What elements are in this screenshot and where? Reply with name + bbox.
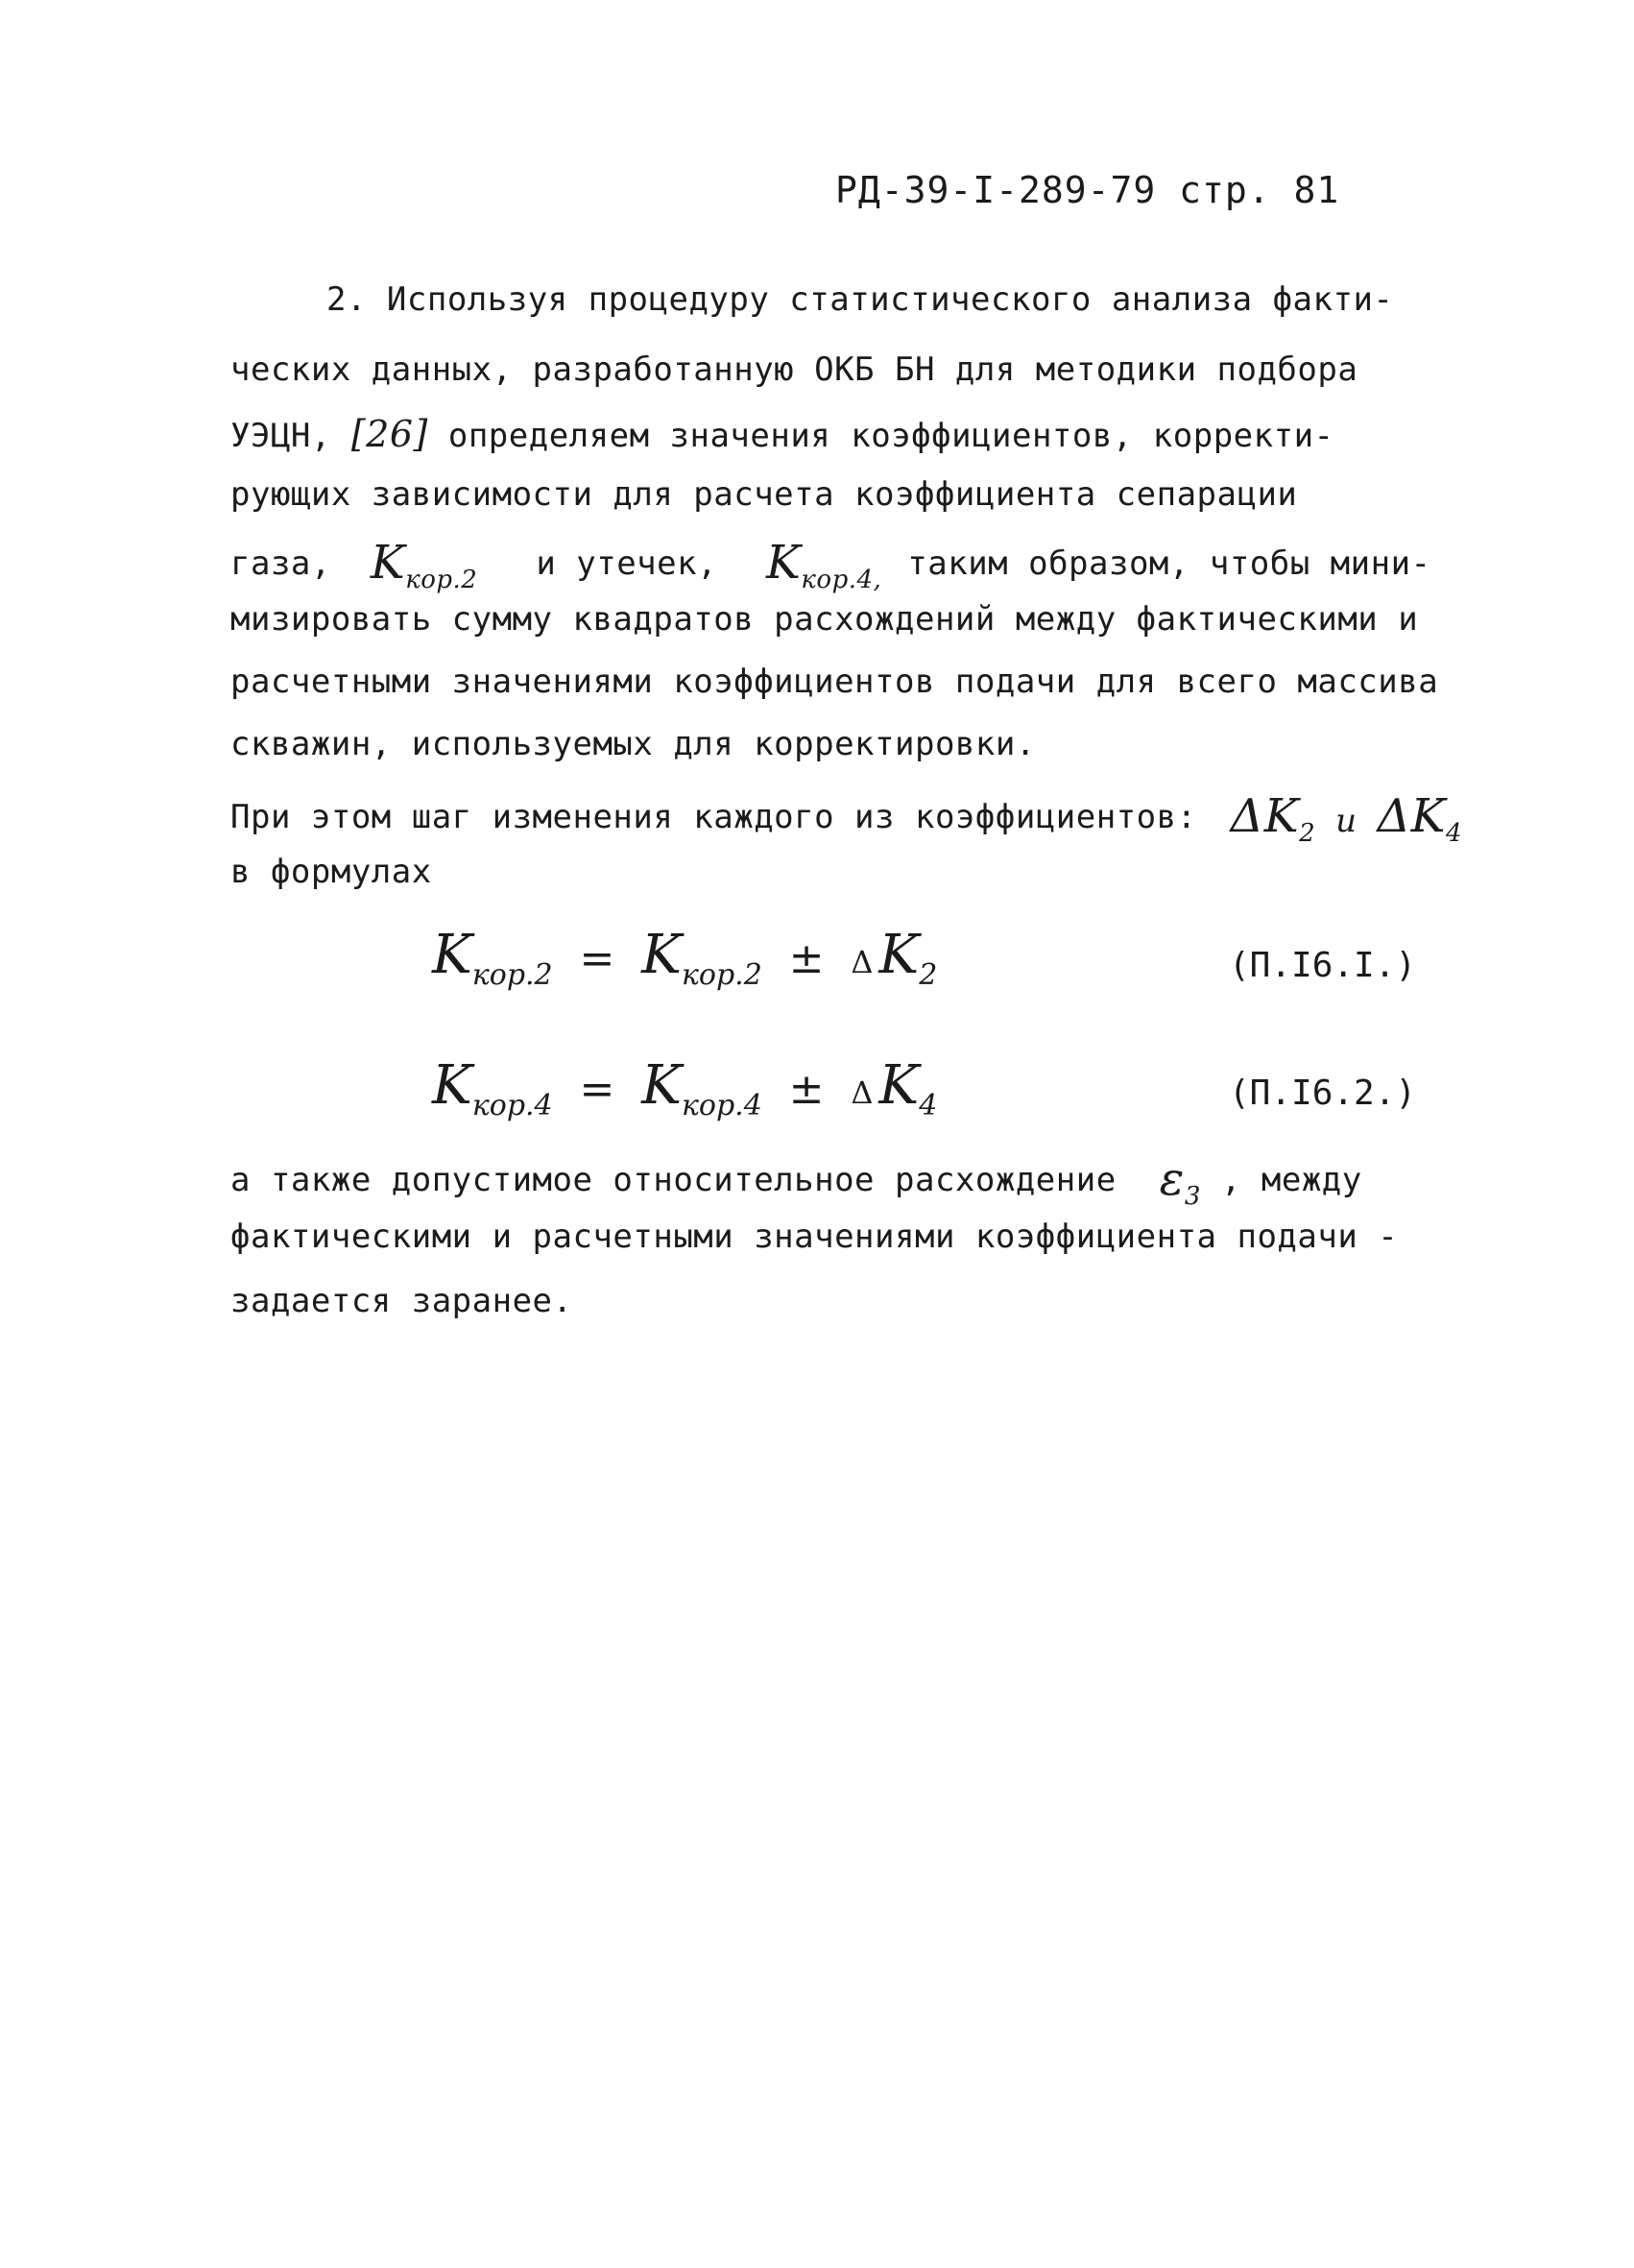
formula-dk: K — [878, 924, 920, 986]
paragraph-line-5 — [230, 536, 1431, 594]
text-segment: газа, — [230, 544, 331, 583]
symbol-dk: ΔK — [1377, 789, 1447, 843]
paragraph-line-2: ческих данных, разработанную ОКБ БН для методики подбора — [230, 350, 1358, 389]
delta-sign: Δ — [851, 944, 874, 980]
text-segment: а также допустимое относительное расхождение — [230, 1161, 1117, 1199]
text-segment: , между — [1220, 1161, 1362, 1199]
paragraph-line-4: рующих зависимости для расчета коэффициента сепарации — [230, 475, 1298, 514]
symbol-sub: кор.4, — [801, 566, 882, 594]
page-header: РД-39-I-289-79 стр. 81 — [835, 169, 1340, 211]
formula-lhs-sub: кор.4 — [471, 1089, 553, 1122]
delta-sign: Δ — [851, 1074, 874, 1111]
symbol-sub: 3 — [1184, 1182, 1201, 1211]
formula-1 — [432, 924, 937, 992]
symbol-epsilon: ε — [1159, 1152, 1185, 1206]
paragraph-line-1: 2. Используя процедуру статистического анализа факти- — [326, 280, 1394, 319]
paragraph-line-8: скважин, используемых для корректировки. — [230, 725, 1036, 763]
symbol-delta-k4 — [1377, 789, 1463, 848]
paragraph-line-3 — [230, 413, 1334, 455]
equation-number-1: (П.I6.I.) — [1229, 946, 1417, 985]
symbol-epsilon-3 — [1159, 1152, 1201, 1211]
symbol-delta-k2 — [1230, 789, 1316, 848]
paragraph-line-9 — [230, 789, 1462, 848]
closing-line-1 — [230, 1152, 1362, 1211]
symbol-dk: ΔK — [1230, 789, 1300, 843]
text-segment: и утечек, — [536, 544, 718, 583]
symbol-k: K — [370, 536, 406, 590]
plus-minus-sign: ± — [788, 1065, 825, 1114]
text-segment: определяем значения коэффициентов, корректи- — [447, 417, 1334, 455]
symbol-sub: 4 — [1446, 819, 1463, 848]
text-segment: УЭЦН, — [230, 417, 331, 455]
formula-dk: K — [878, 1054, 920, 1117]
reference-26: [26] — [350, 413, 428, 455]
formula-2 — [432, 1054, 937, 1122]
formula-dk-sub: 4 — [919, 1089, 938, 1122]
paragraph-line-7: расчетными значениями коэффициентов подачи для всего массива — [230, 663, 1439, 701]
paragraph-line-10: в формулах — [230, 853, 432, 891]
formula-rhs: K — [641, 1054, 682, 1117]
formula-dk-sub: 2 — [919, 958, 938, 992]
plus-minus-sign: ± — [788, 934, 825, 983]
closing-line-3: задается заранее. — [230, 1282, 573, 1320]
equation-number-2: (П.I6.2.) — [1229, 1074, 1417, 1113]
formula-lhs-sub: кор.2 — [471, 958, 553, 992]
symbol-sub: 2 — [1299, 819, 1316, 848]
equals-sign: = — [579, 1065, 615, 1114]
formula-lhs: K — [432, 924, 472, 986]
equals-sign: = — [579, 934, 615, 983]
symbol-k: K — [766, 536, 802, 590]
conjunction: и — [1335, 802, 1358, 840]
text-segment: При этом шаг изменения каждого из коэффициентов: — [230, 798, 1197, 836]
symbol-sub: кор.2 — [405, 566, 478, 594]
formula-lhs: K — [432, 1054, 472, 1117]
paragraph-line-6: мизировать сумму квадратов расхождений между фактическими и — [230, 600, 1419, 639]
closing-line-2: фактическими и расчетными значениями коэффициента подачи - — [230, 1218, 1399, 1256]
symbol-k-kor4 — [766, 536, 882, 594]
formula-rhs-sub: кор.4 — [682, 1089, 762, 1122]
formula-rhs: K — [641, 924, 682, 986]
text-segment: таким образом, чтобы мини- — [907, 544, 1431, 583]
symbol-k-kor2 — [370, 536, 478, 594]
formula-rhs-sub: кор.2 — [682, 958, 762, 992]
